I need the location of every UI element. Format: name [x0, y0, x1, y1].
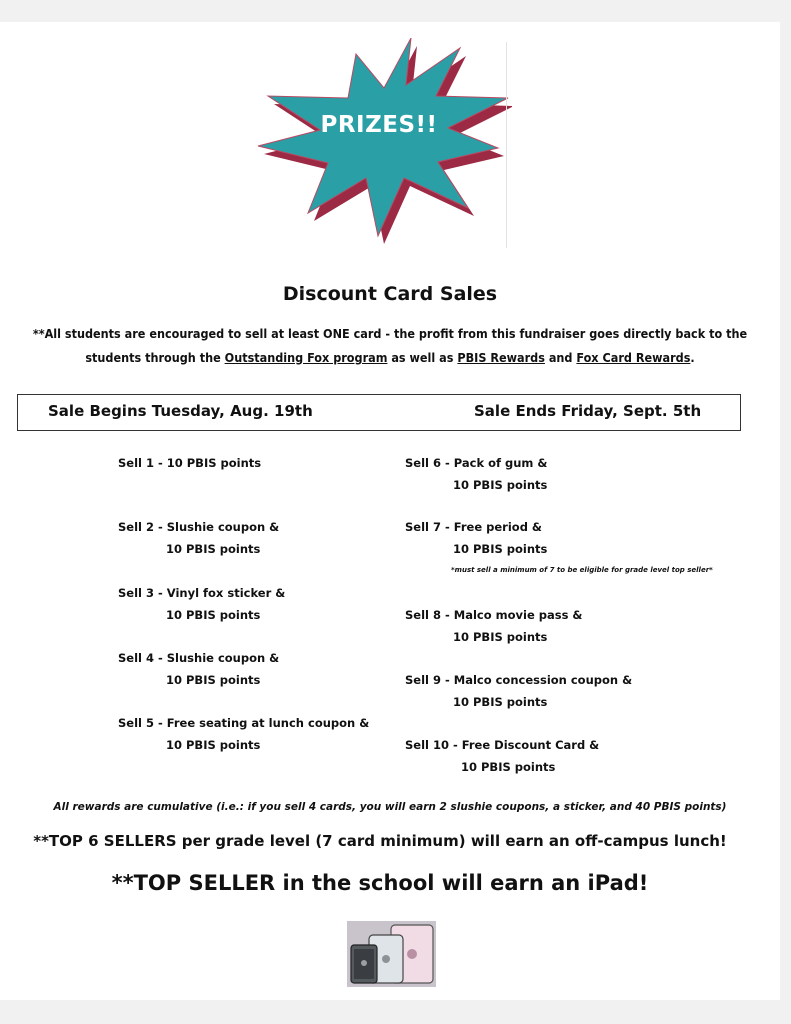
tier-line1: Sell 8 - Malco movie pass & — [405, 608, 583, 622]
tier-line2: 10 PBIS points — [461, 760, 556, 774]
tier-line2: 10 PBIS points — [166, 608, 261, 622]
sale-dates-box — [17, 394, 741, 431]
reward-tier-8 — [405, 604, 582, 648]
intro-text-end: . — [690, 350, 695, 365]
intro-text-start: **All students are encouraged to sell at least ONE card - the profit from this fundraiser goes directly back to the students through the — [32, 326, 748, 365]
reward-tier-7 — [405, 516, 547, 560]
reward-tier-3 — [118, 582, 285, 626]
tier-line2: 10 PBIS points — [453, 542, 548, 556]
tier-line2: 10 PBIS points — [453, 695, 548, 709]
tier-line1: Sell 2 - Slushie coupon & — [118, 520, 280, 534]
tier-line1: Sell 4 - Slushie coupon & — [118, 651, 280, 665]
sale-end-date: Sale Ends Friday, Sept. 5th — [474, 402, 702, 420]
starburst-icon — [256, 38, 512, 244]
tier-line1: Sell 6 - Pack of gum & — [405, 456, 548, 470]
top-seller-text: **TOP SELLER in the school will earn an iPad! — [111, 871, 649, 895]
intro-paragraph — [20, 322, 760, 370]
tier-line1: Sell 3 - Vinyl fox sticker & — [118, 586, 286, 600]
tier-line1: Sell 9 - Malco concession coupon & — [405, 673, 633, 687]
tier-line2: 10 PBIS points — [166, 738, 261, 752]
reward-tier-4 — [118, 647, 279, 691]
cumulative-note: All rewards are cumulative (i.e.: if you sell 4 cards, you will earn 2 slushie coupons, a sticker, and 40 PBIS points) — [53, 801, 727, 813]
prizes-starburst — [256, 38, 512, 244]
pbis-rewards-link: PBIS Rewards — [457, 350, 545, 365]
tier-line1: Sell 1 - 10 PBIS points — [118, 456, 262, 470]
fox-card-rewards-link: Fox Card Rewards — [576, 350, 691, 365]
tier-7-footnote: *must sell a minimum of 7 to be eligible for grade level top seller* — [451, 566, 713, 574]
tier-line2: 10 PBIS points — [166, 673, 261, 687]
page-title: Discount Card Sales — [282, 283, 498, 305]
reward-tier-6 — [405, 452, 547, 496]
reward-tier-9 — [405, 669, 632, 713]
top-six-sellers-text: **TOP 6 SELLERS per grade level (7 card minimum) will earn an off-campus lunch! — [33, 832, 727, 850]
ipad-devices-icon — [347, 921, 436, 987]
intro-text-mid2: and — [544, 350, 577, 365]
tier-line2: 10 PBIS points — [453, 478, 548, 492]
sale-begin-date: Sale Begins Tuesday, Aug. 19th — [48, 402, 313, 420]
tier-line2: 10 PBIS points — [453, 630, 548, 644]
prizes-banner-text: PRIZES!! — [320, 112, 438, 138]
reward-tier-5 — [118, 712, 369, 756]
reward-tier-10 — [405, 734, 599, 778]
reward-tier-1 — [118, 452, 261, 474]
divider-line — [506, 42, 507, 248]
outstanding-fox-link: Outstanding Fox program — [224, 350, 388, 365]
reward-tier-2 — [118, 516, 279, 560]
tier-line2: 10 PBIS points — [166, 542, 261, 556]
tier-line1: Sell 5 - Free seating at lunch coupon & — [118, 716, 370, 730]
intro-text-mid1: as well as — [387, 350, 458, 365]
tier-line1: Sell 7 - Free period & — [405, 520, 542, 534]
ipad-image — [347, 921, 436, 987]
tier-line1: Sell 10 - Free Discount Card & — [405, 738, 600, 752]
